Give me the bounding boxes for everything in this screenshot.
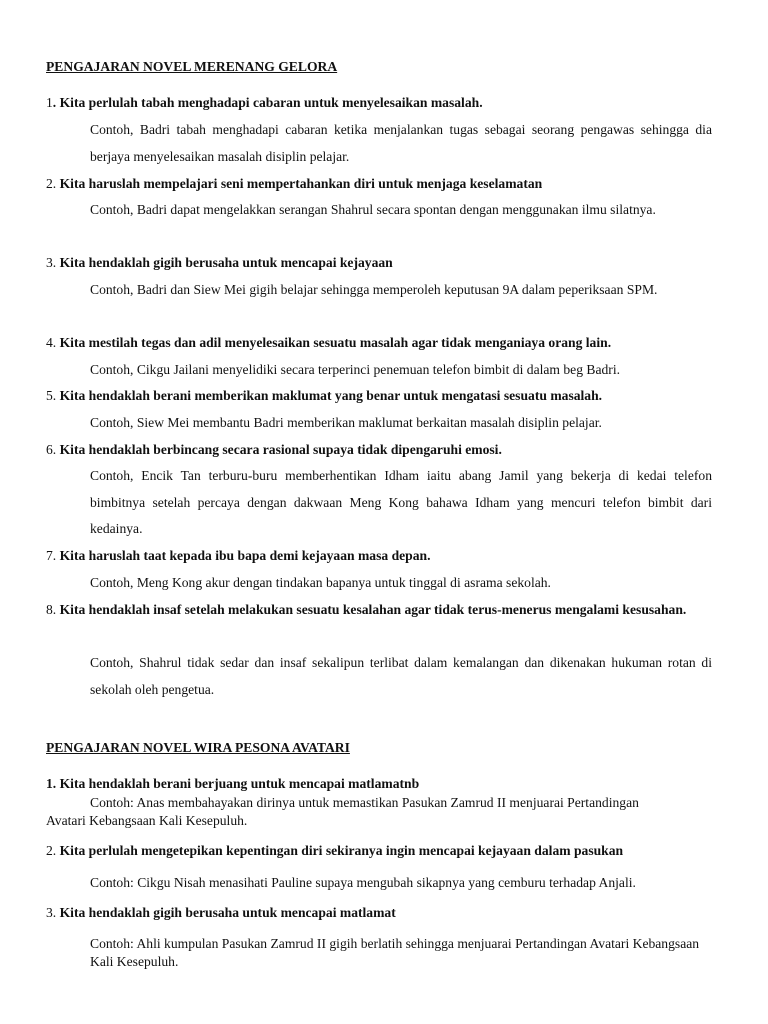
lesson-point-8 (46, 597, 712, 624)
point-number: 1 (46, 95, 53, 110)
point-text: Kita hendaklah berani memberikan maklumat yang benar untuk mengatasi sesuatu masalah. (59, 388, 603, 403)
lesson-example-5: Contoh, Siew Mei membantu Badri memberikan maklumat berkaitan masalah disiplin pelajar. (90, 415, 602, 430)
avatari-point-3 (46, 905, 716, 921)
lesson-example-7: Contoh, Meng Kong akur dengan tindakan bapanya untuk tinggal di asrama sekolah. (90, 575, 551, 590)
point-text: Kita hendaklah gigih berusaha untuk mencapai matlamat (59, 905, 396, 920)
point-number: 7. (46, 548, 57, 563)
point-text: Kita hendaklah gigih berusaha untuk mencapai kejayaan (59, 255, 393, 270)
point-number: 5. (46, 388, 57, 403)
lesson-example-6: Contoh, Encik Tan terburu-buru memberhentikan Idham iaitu abang Jamil yang bekerja di kedai telefon bimbitnya setelah percaya dengan dakwaan Meng Kong bahawa Idham yang mencuri telefon bimbit dari kedainya. (90, 468, 712, 537)
point-text: Kita hendaklah berbincang secara rasional supaya tidak dipengaruhi emosi. (59, 442, 502, 457)
lesson-example-3: Contoh, Badri dan Siew Mei gigih belajar sehingga memperoleh keputusan 9A dalam peperiksaan SPM. (90, 282, 658, 297)
point-text: . Kita perlulah tabah menghadapi cabaran untuk menyelesaikan masalah. (52, 95, 483, 110)
point-text: Kita hendaklah berani berjuang untuk mencapai matlamatnb (59, 776, 420, 791)
lesson-point-4 (46, 335, 716, 351)
point-number: 3. (46, 255, 57, 270)
lesson-point-7 (46, 548, 716, 564)
point-number: 8. (46, 602, 57, 617)
section-heading-wira-pesona-avatari: PENGAJARAN NOVEL WIRA PESONA AVATARI (46, 740, 350, 755)
avatari-example-2: Contoh: Cikgu Nisah menasihati Pauline supaya mengubah sikapnya yang cemburu terhadap Anjali. (90, 875, 636, 890)
point-text: Kita perlulah mengetepikan kepentingan diri sekiranya ingin mencapai kejayaan dalam pasukan (59, 843, 624, 858)
lesson-point-2 (46, 176, 716, 192)
lesson-example-8: Contoh, Shahrul tidak sedar dan insaf sekalipun terlibat dalam kemalangan dan dikenakan hukuman rotan di sekolah oleh pengetua. (90, 655, 712, 697)
point-number: 2. (46, 176, 57, 191)
point-number: 3. (46, 905, 57, 920)
lesson-point-1 (46, 95, 716, 111)
point-number: 2. (46, 843, 57, 858)
point-text: Kita haruslah mempelajari seni mempertahankan diri untuk menjaga keselamatan (59, 176, 543, 191)
lesson-example-1: Contoh, Badri tabah menghadapi cabaran ketika menjalankan tugas sebagai seorang pengawas sehingga dia berjaya menyelesaikan masalah disiplin pelajar. (90, 122, 712, 164)
lesson-point-5 (46, 388, 716, 404)
avatari-point-1 (46, 776, 716, 792)
avatari-point-2 (46, 843, 716, 859)
point-number: 1. (46, 776, 57, 791)
lesson-point-3 (46, 255, 716, 271)
point-text: Kita haruslah taat kepada ibu bapa demi kejayaan masa depan. (59, 548, 431, 563)
point-text: Kita hendaklah insaf setelah melakukan sesuatu kesalahan agar tidak terus-menerus mengalami kesusahan. (59, 602, 687, 617)
lesson-point-6 (46, 442, 716, 458)
point-text: Kita mestilah tegas dan adil menyelesaikan sesuatu masalah agar tidak menganiaya orang lain. (59, 335, 612, 350)
avatari-example-3: Contoh: Ahli kumpulan Pasukan Zamrud II gigih berlatih sehingga menjuarai Pertandingan Avatari Kebangsaan Kali Kesepuluh. (90, 936, 700, 969)
lesson-example-2: Contoh, Badri dapat mengelakkan serangan Shahrul secara spontan dengan menggunakan ilmu silatnya. (90, 202, 656, 217)
point-number: 6. (46, 442, 57, 457)
section-heading-merenang-gelora: PENGAJARAN NOVEL MERENANG GELORA (46, 59, 338, 74)
lesson-example-4: Contoh, Cikgu Jailani menyelidiki secara terperinci penemuan telefon bimbit di dalam beg Badri. (90, 362, 621, 377)
avatari-example-1: Contoh: Anas membahayakan dirinya untuk memastikan Pasukan Zamrud II menjuarai Pertandingan Avatari Kebangsaan Kali Kesepuluh. (46, 795, 639, 828)
point-number: 4. (46, 335, 57, 350)
